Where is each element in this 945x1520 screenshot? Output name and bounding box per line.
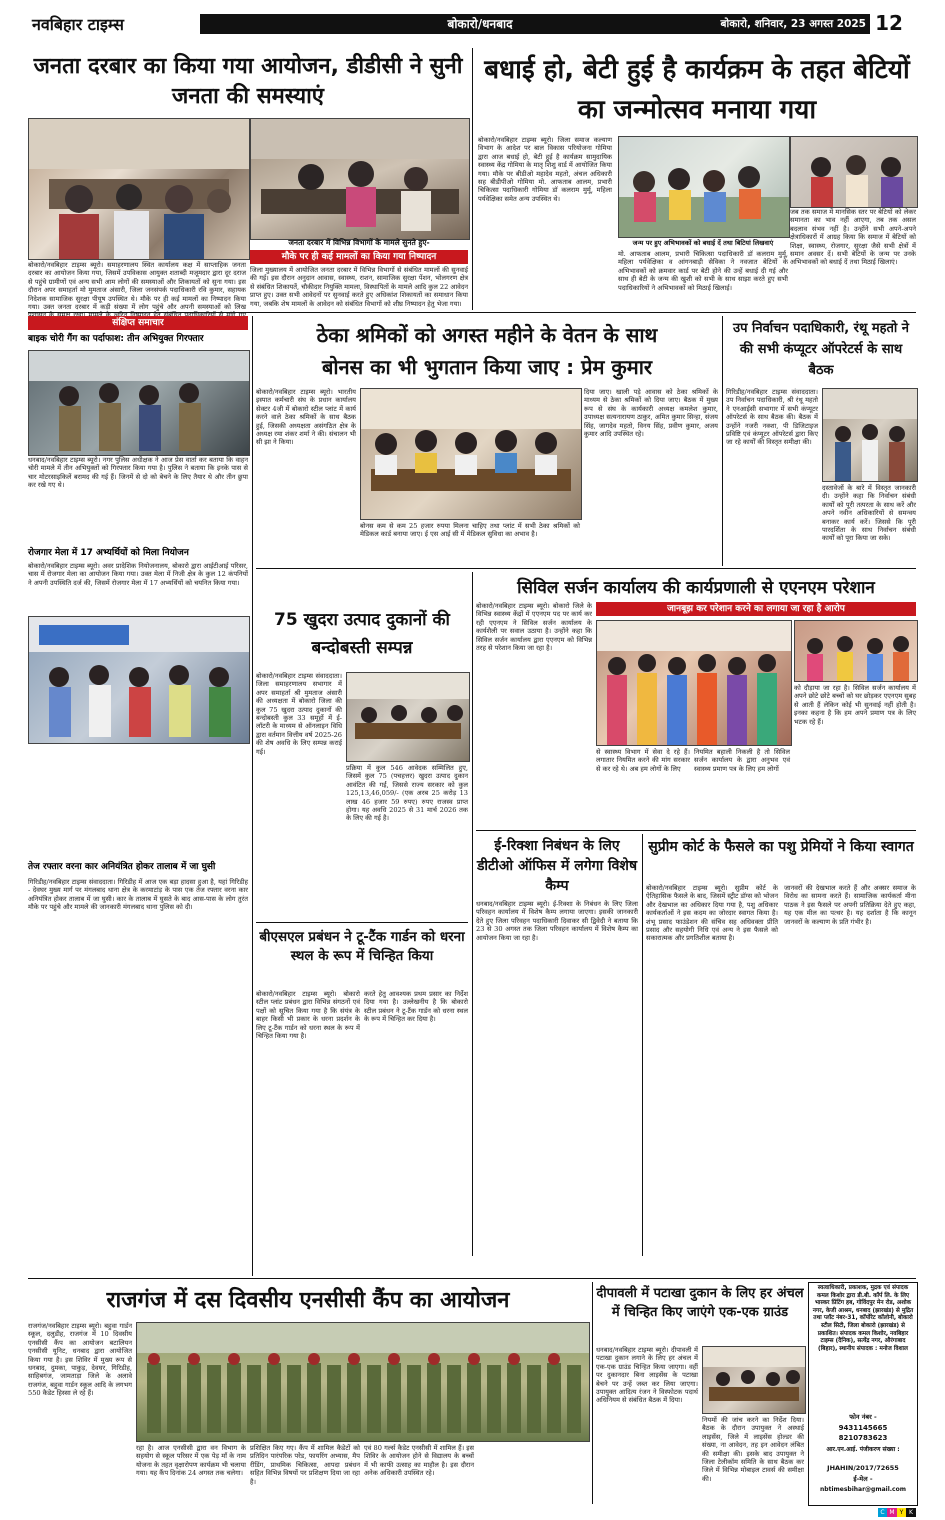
brief2-headline: रोजगार मेला में 17 अभ्यर्थियों को मिला नियोजन: [28, 548, 189, 558]
brief3-body-cont: [28, 992, 248, 1292]
story4-body-col1: गिरिडीह/नवबिहार टाइम्स संवाददाता। उप निर्वाचन पदाधिकारी, श्री रंथू महतो ने एनआईसी सभागार में सभी कंप्यूटर ऑपरेटर्स के साथ बैठक की। बैठक में उन्होंने नजरी नक्शा, पी डिजिटाइज प्रविष्टि एवं कंप्यूटर ऑपरेटर्स द्वारा किए जा रहे कार्यों की विस्तृत समीक्षा की।: [726, 388, 818, 447]
operators-photo-icon: [823, 389, 917, 481]
section-divider: [256, 568, 916, 569]
brief2-photo: [28, 616, 250, 744]
brief1-photo: [28, 350, 250, 456]
story1-headline: जनता दरबार का किया गया आयोजन, डीडीसी ने सुनी जनता की समस्याएं: [33, 54, 463, 109]
story3-headline-line1: ठेका श्रमिकों को अगस्त महीने के वेतन के साथ: [316, 323, 658, 347]
story3-photo: [360, 388, 582, 520]
story2-photo: [618, 136, 790, 238]
story9-body-col2: जानवरों की देखभाल करते हैं और अक्सर समाज के विरोध का सामना करते हैं। सामाजिक कार्यकर्ता मीना पाठक ने इस फैसले पर अपनी प्रतिक्रिया देते हुए कहा, यह एक मील का पत्थर है। यह दर्शाता है कि कानून जानवरों के कल्याण के प्रति गंभीर है।: [784, 884, 916, 926]
brief3-headline: तेज रफ्तार वरना कार अनियंत्रित होकर तालाब में जा घुसी: [28, 862, 216, 872]
imprint-phone-label: फोन नंबर -: [849, 1413, 877, 1421]
brief2-body: बोकारो/नवबिहार टाइम्स ब्यूरो। अवर प्रादेशिक नियोजनालय, बोकारो द्वारा आईटीआई परिसर, चास में रोजगार मेला का आयोजन किया गया। उक्त मेला में निजी क्षेत्र के कुल 12 कंपनियों ने अपनी उपस्थिति दर्ज की, जिसमें रोजगार मेला में 17 अभ्यर्थियों को चयनित किया गया।: [28, 562, 248, 587]
story2-photo-2: [790, 136, 918, 208]
briefs-label: संक्षिप्त समाचार: [28, 316, 248, 330]
story10-photo: [136, 1322, 590, 1442]
ncc-cadets-photo-icon: [137, 1323, 589, 1441]
page-number: 12: [875, 11, 903, 35]
story4-body-col2: दस्तावेजों के बारे में विस्तृत जानकारी दी। उन्होंने कहा कि निर्वाचन संबंधी कार्यों को पूरी तत्परता के साथ करें और अपने नवीन अधिकारियों से समन्वय बनाकर कार्य करें। जिससे कि पूरी पारदर्शिता के साथ निर्वाचन संबंधी कार्यों को पूरा किया जा सके।: [822, 484, 916, 543]
story11-headline: दीपावली में पटाखा दुकान के लिए हर अंचल में चिन्हित किए जाएंगे एक-एक ग्राउंड: [596, 1286, 804, 1320]
meeting-photo-icon: [29, 119, 249, 259]
color-strip-magenta: M: [887, 1508, 897, 1517]
story1-body-right: जिला मुख्यालय में आयोजित जनता दरबार में विभिन्न विभागों से संबंधित मामलों की सुनवाई की गई। इस दौरान अनुदान आवास, स्वास्थ्य, राशन, सामाजिक सुरक्षा पेंशन, भोलगरण क्षेत्र से संबंधित शिकायतें, चौकीदार नियुक्ति मामला, विस्थापितों के मामले आदि कुल 22 आवेदन प्राप्त हुए। उक्त सभी आवेदनों पर सुनवाई करते हुए अधिकांश शिकायतों का समाधान किया गया, जबकि शेष मामलों के आवेदन को संबंधित विभागों को शीघ्र निष्पादन हेतु भेजा गया।: [250, 266, 468, 308]
story7-body: धनबाद/नवबिहार टाइम्स ब्यूरो। ई-रिक्शा के निबंधन के लिए जिला परिवहन कार्यालय में विशेष कैम्प लगाया जाएगा। इसकी जानकारी देते हुए जिला परिवहन पदाधिकारी दिवाकर सी द्विवेदी ने बताया कि 23 से 30 अगस्त तक जिला परिवहन कार्यालय में विशेष कैम्प का आयोजन किया जा रहा है।: [476, 900, 638, 942]
story-theka-shramik: [256, 316, 718, 566]
officials-photo-icon: [251, 119, 469, 239]
police-photo-icon: [29, 351, 249, 455]
lottery-meeting-photo-icon: [347, 673, 469, 761]
story8-body-col1: बोकारो/नवबिहार टाइम्स ब्यूरो। बोकारो स्टील प्लांट प्रबंधन द्वारा विभिन्न संगठनों एवं पक्षों को सूचित किया गया है कि संयंत्र के बाहर किसी भी प्रकार के धरना प्रदर्शन के लिए टू-टैंक गार्डन को धरना स्थल के रूप में चिन्हित किया गया है।: [256, 990, 360, 1041]
column-divider: [642, 834, 643, 1256]
story6-headline: सिविल सर्जन कार्यालय की कार्यप्रणाली से एएनएम परेशान: [517, 578, 875, 598]
imprint-reg-label: आर.एन.आई. पंजीकरण संख्या :: [826, 1446, 900, 1453]
column-divider: [472, 572, 473, 1256]
color-strip-yellow: Y: [897, 1508, 906, 1517]
meeting-group-photo-icon: [361, 389, 581, 519]
group-photo-icon: [791, 137, 917, 207]
story5-body-col2: प्रक्रिया में कुल 546 आवेदक सम्मिलित हुए, जिसमें कुल 75 (पचहत्तर) खुदरा उत्पाद दुकान आवंटित की गईं, जिससे राज्य सरकार को कुल 125,13,46,059/- (एक अरब 25 करोड़ 13 लाख 46 हजार 59 रुपए) रुपए राजस्व प्राप्त होगा। यह अवधि 2025 से 31 मार्च 2026 तक के लिए की गई है।: [346, 764, 468, 823]
story9-body-col1: बोकारो/नवबिहार टाइम्स ब्यूरो। सुप्रीम कोर्ट के ऐतिहासिक फैसले के बाद, जिसमें स्ट्रीट डॉग्स को भोजन और देखभाल का अधिकार दिया गया है, पशु अधिकार कार्यकर्ताओं ने इस कदम का जोरदार स्वागत किया है। शंभू प्रसाद फाउंडेशन की संचिव सह अधिवक्ता प्रीति प्रसाद और सहयोगी निधि एवं अन्य ने इस फैसले को सकारात्मक और प्रगतिशील बताया है।: [646, 884, 778, 943]
story10-body-col1: राजगंज/नवबिहार टाइम्स ब्यूरो। बहुवा गार्डन स्कूल, दलुडीह, राजगंज में 10 दिवसीय एनसीसी कैंप का आयोजन बटालियन एनसीसी यूनिट, धनबाद द्वारा आयोजित किया गया है। इस शिविर में मुख्य रूप से धनबाद, दुमका, पाकुड़, देवघर, गिरिडीह, साहिबगंज, जामताड़ा जिले के अलावे राजगंज, बहुवा गार्डन स्कूल आदि के लगभग 550 कैडेट हिस्सा ले रहे हैं।: [28, 1322, 132, 1398]
column-divider: [592, 1282, 593, 1504]
column-divider: [472, 48, 473, 310]
story10-body-col2: रहा है। आज एनसीसी द्वारा वन विभाग के सहयोग से स्कूल परिसर में एक पेड़ माँ के नाम योजना के तहत वृक्षारोपण कार्यक्रम भी चलाया गया। यह कैंप दिनांक 24 अगस्त तक चलेगा।: [136, 1444, 246, 1478]
imprint-box: [808, 1282, 918, 1506]
story1-photo-right: [250, 118, 470, 240]
story-bsl-dharna: [256, 926, 468, 1256]
story11-body-col2: नियमों की जांच करने का निर्देश दिया। बैठक के दौरान उपायुक्त ने अस्थाई लाइसेंस, जिले में लाइसेंस होल्डर की संख्या, ना आवेदन, तह इन आवेदन लंबित की समीक्षा की। इसके बाद उपायुक्त ने जिला टेलीकॉम समिति के साथ बैठक कर जिले में विभिन्न मोबाइल टावर्स की समीक्षा की।: [702, 1416, 804, 1483]
story-computer-operators: [726, 316, 916, 566]
story2-body-col3: जब तक समाज में मानसिक स्तर पर बेटियों को लेकर समानता का भाव नहीं आएगा, तब तक असल बदलाव संभव नहीं है। उन्होंने सभी अपने-अपने क्षेत्राधिकारों में आग्रह किया कि समाज में बेटियों को शिक्षा, स्वास्थ्य, रोजगार, सुरक्षा जैसे सभी क्षेत्रों में समान अवसर दें। सभी बेटियों के जन्म पर उनके अभिभावकों को बधाई दें तथा मिठाई खिलाएं।: [790, 208, 916, 267]
story1-photo-caption: जनता दरबार में विभिन्न विभागों के मामले सुनते हुए-: [288, 238, 430, 247]
brief1-headline: बाइक चोरी गैंग का पर्दाफाश: तीन अभियुक्त गिरफ्तार: [28, 334, 204, 344]
story11-photo: [702, 1346, 806, 1414]
story-supreme-court: [646, 834, 916, 1256]
story9-headline: सुप्रीम कोर्ट के फैसले का पशु प्रेमियों ने किया स्वागत: [648, 839, 914, 855]
story3-body-col3: दिया जाए। खाली पड़े आवास को ठेका श्रमिकों के माध्यम से ठेका श्रमिकों को दिया जाए। बैठक में मुख्य रूप से संघ के कार्यकारी अध्यक्ष कमलेश कुमार, उपाध्यक्ष सत्यनारायण ठाकुर, अमित कुमार सिन्हा, संजय सिंह, जागदेव महतो, विनय सिंह, प्रवीण कुमार, अजय कुमार आदि उपस्थित रहे।: [584, 388, 718, 439]
imprint-text: स्वत्वाधिकारी, प्रकाशक, मुद्रक एवं संपादक कमल किशोर द्वारा डी.बी. कॉर्प लि. के लिए भास्कर प्रिंटिंग हब, गोविंदपुर मेन रोड, अशोक नगर, केजी आश्रम, धनबाद (झारखंड) से मुद्रित तथा प्लॉट नंबर-31, कॉर्पोरेट कॉलोनी, बोकारो स्टील सिटी, जिला बोकारो (झारखंड) से प्रकाशित। संपादक कमल किशोर, नवबिहार टाइम्स (दैनिक), सत्येंद्र नगर, औरंगाबाद (बिहार), स्थानीय संपादक : मनोज विशाल: [812, 1285, 914, 1352]
imprint-phones: 9431145665 8210783623: [838, 1424, 888, 1442]
review-meeting-photo-icon: [703, 1347, 805, 1413]
story10-headline: राजगंज में दस दिवसीय एनसीसी कैंप का आयोजन: [106, 1288, 510, 1313]
story-ncc-camp: [28, 1282, 588, 1504]
masthead: [0, 0, 945, 44]
story-e-rickshaw: [476, 834, 638, 1256]
paper-name: नवबिहार टाइम्स: [32, 15, 124, 34]
story6-photo: [596, 620, 792, 746]
story2-body-col1: बोकारो/नवबिहार टाइम्स ब्यूरो। जिला समाज कल्याण विभाग के आदेश पर बाल विकास परियोजना गोमिया द्वारा आज बधाई हो, बेटी हुई है कार्यक्रम सामुदायिक स्वास्थ्य केंद्र गोमिया के मातृ शिशु वार्ड में आयोजित किया गया। मौके पर बीडीओ महादेव महतो, अंचल अधिकारी सह बीडीपीओ गोमिया मो. आफताब आलम, प्रभारी चिकित्सा पदाधिकारी गोमिया डॉ कलराम मुर्मू, महिला पर्यवेक्षिका समेत अन्य उपस्थित थे।: [478, 136, 612, 203]
story8-headline: बीएसएल प्रबंधन ने टू-टैंक गार्डन को धरना स्थल के रूप में चिन्हित किया: [259, 929, 465, 964]
anm-crowd-photo-icon: [795, 621, 917, 681]
color-strip-black: K: [906, 1508, 916, 1517]
story-patakha-ground: [596, 1282, 804, 1504]
story10-body-col3: प्रशिक्षित किए गए। कैंप में शामिल कैडेटों को प्रतिदिन पारंपरिक परेड, फायरिंग अभ्यास, मैप रीडिंग, प्राथमिक चिकित्सा, आपदा प्रबंधन सहित विभिन्न विषयों पर प्रशिक्षण दिया जा रहा है।: [250, 1444, 360, 1486]
story-beti-janmotsav: [478, 48, 916, 310]
column-divider: [252, 316, 253, 1276]
imprint-reg-number: JHAHIN/2017/72655: [827, 1464, 899, 1472]
job-fair-photo-icon: [29, 617, 249, 743]
story4-photo: [822, 388, 918, 482]
story-janta-darbar: [28, 48, 468, 312]
story2-headline: बधाई हो, बेटी हुई है कार्यक्रम के तहत बेटियों का जन्मोत्सव मनाया गया: [484, 55, 910, 125]
section-label: बोकारो/धनबाद: [430, 14, 530, 34]
story10-body-col4: एवं 80 गर्ल्स कैडेट एनसीसी में शामिल हैं। इस शिविर के आयोजन होने से विद्यालय के बच्चों में भी काफी उत्साह का माहौल है। इस दौरान अनेक अधिकारी उपस्थित रहे।: [364, 1444, 474, 1478]
color-strip: [878, 1508, 916, 1517]
story2-photo-caption: जन्म पर हुए अभिभावकों को बधाई दें तथा बिटियां लिखवाएं: [632, 239, 774, 247]
story3-body-col2: बोनस कम से कम 25 हजार रुपया मिलना चाहिए तथा प्लांट में सभी ठेका श्रमिकों को मेडिकल कार्ड बनाया जाए। ई एस आई सी में मेडिकल सुविधा का अभाव है।: [360, 522, 580, 539]
story6-body-col1: बोकारो/नवबिहार टाइम्स ब्यूरो। बोकारो जिले के विभिन्न स्वास्थ्य केंद्रों में एएनएम पद पर कार्य कर रही एएनएम ने सिविल सर्जन कार्यालय के कार्यशैली पर सवाल उठाया है। उन्होंने कहा कि सिविल सर्जन कार्यालय द्वारा एएनएम को विभिन्न तरह से परेशान किया जा रहा है।: [476, 602, 592, 653]
story3-body-col1: बोकारो/नवबिहार टाइम्स ब्यूरो। भारतीय इस्पात कर्मचारी संघ के प्रधान कार्यालय सेक्टर 4जी में बोकारो स्टील प्लांट में कार्य करने वाले ठेका श्रमिकों के साथ बैठक हुई, जिसकी अध्यक्षता असंगठित क्षेत्र के अध्यक्ष रमा शंकर शर्मा ने की। संचालन भी सी झा ने किया।: [256, 388, 356, 447]
brief1-body: धनबाद/नवबिहार टाइम्स ब्यूरो। नगर पुलिस अधीक्षक ने आज प्रेस वार्ता कर बताया कि वाहन चोरी मामले में तीन अभियुक्तों को गिरफ्तार किया गया है। पुलिस ने बताया कि इनके पास से चार मोटरसाइकिलें बरामद की गई हैं। जिनमें से दो को बेचने के लिए तैयार थे और तीन छुपा कर रखे गए थे।: [28, 456, 248, 490]
story8-body-col2: करते हेतु आवश्यक प्रथम प्रसार का निर्देश दिया गया है। उल्लेखनीय है कि बोकारो स्टील प्रबंधन ने टू-टैंक गार्डन को धरना स्थल के रूप में चिन्हित कर दिया है।: [364, 990, 468, 1024]
imprint-email-label: ई-मेल -: [853, 1475, 873, 1483]
story6-body-col2: से स्वास्थ्य विभाग में सेवा दे रहे हैं। लगातार नियमित करने की मांग सरकार से कर रहे थे। अब हम लोगों के लिए: [596, 748, 690, 773]
story1-photo-left: [28, 118, 250, 260]
anm-protest-photo-icon: [597, 621, 791, 745]
story7-headline: ई-रिक्शा निबंधन के लिए डीटीओ ऑफिस में लगेगा विशेष कैम्प: [476, 838, 638, 894]
story11-body-col1: धनबाद/नवबिहार टाइम्स ब्यूरो। दीपावली में पटाखा दुकान लगाने के लिए हर अंचल में एक-एक ग्राउंड चिन्हित किया जाएगा। वहीं पर दुकानदार बिना लाइसेंस के पटाखा बेचने पर उन्हें जब्त कर लिया जाएगा। उपायुक्त आदित्य रंजन ने विस्फोटक पदार्थ अधिनियम से संबंधित बैठक में दिया।: [596, 1346, 698, 1405]
story6-red-strip: जानबूझ कर परेशान करने का लगाया जा रहा है आरोप: [596, 602, 916, 616]
column-divider: [722, 316, 723, 566]
story1-body-left: बोकारो/नवबिहार टाइम्स ब्यूरो। समाहरणालय स्थित कार्यालय कक्ष में साप्ताहिक जनता दरबार का आयोजन किया गया, जिसमें उपविकास आयुक्त शताब्दी मजूमदार द्वारा दूर दराज से पहुंचे ग्रामीणों एवं अन्य सभी आम लोगों की समस्याओं और शिकायतों को सुना गया। इस दौरान अपर समाहर्ता मो मुमताज अंसारी, जिला जनसंपर्क पदाधिकारी रवि कुमार, सहायक निदेशक सामाजिक सुरक्षा पीयूष उपस्थित थे। मौके पर ही कई मामलों का निष्पादन किया गया। उक्त जनता दरबार में कड़ी संख्या में लोग पहुंचे और अपनी समस्याओं को लिख: [28, 261, 246, 312]
imprint-email: nbtimesbihar@gmail.com: [820, 1486, 906, 1493]
story6-body-col3: नियमित बहाली निकली है तो सिविल सर्जन कार्यालय के द्वारा अनुभव एवं स्वास्थ्य प्रमाण पत्र के लिए हम लोगों: [694, 748, 790, 773]
section-divider: [28, 1278, 916, 1279]
color-strip-cyan: C: [878, 1508, 887, 1517]
story5-headline: 75 खुदरा उत्पाद दुकानों की बन्दोबस्ती सम्पन्न: [274, 610, 450, 658]
sidebar-briefs: [28, 316, 248, 1276]
story5-body-col1: बोकारो/नवबिहार टाइम्स संवाददाता। जिला समाहरणालय सभागार में अपर समाहर्ता श्री मुमताज अंसारी की अध्यक्षता में बोकारो जिला की कुल 75 खुदरा उत्पाद दुकानों की बन्दोबस्ती कुल 33 समूहों में ई-लॉटरी के माध्यम से ऑनलाइन विधि द्वारा वर्तमान वित्तीय वर्ष 2025-26 की शेष अवधि के लिए सम्पन्न कराई गई।: [256, 672, 342, 756]
story1-red-strip: मौके पर ही कई मामलों का किया गया निष्पादन: [250, 250, 468, 264]
story-anm-pareshan: [476, 572, 916, 828]
brief3-body: गिरिडीह/नवबिहार टाइम्स संवाददाता। गिरिडीह में आज एक बड़ा हादसा हुआ है, यहां गिरिडीह - देवघर मुख्य मार्ग पर मंगलबाद थाना क्षेत्र के करमाटांड़ के पास एक तेज रफ्तार वरना कार अनियंत्रित होकर तालाब में जा घुसी। कार के तालाब में घुसते के बाद आस-पास के लोग तुरंत मौके पर पहुंचे और मामले की जानकारी मंगलबाद थाना पुलिस को दी।: [28, 878, 248, 912]
story3-headline-line2: बोनस का भी भुगतान किया जाए : प्रेम कुमार: [321, 355, 653, 379]
section-divider: [256, 922, 468, 923]
story4-headline: उप निर्वाचन पदाधिकारी, रंथू महतो ने की सभी कंप्यूटर ऑपरेटर्स के साथ बैठक: [732, 321, 910, 378]
story2-body-col2: मो. आफताब आलम, प्रभारी चिकित्सा पदाधिकारी डॉ कलराम मुर्मू, महिला पर्यवेक्षिका व आंगनबाड़ी सेविका ने नवजात बेटियों के अभिभावकों को क्रमवार कार्ड पर बेटी होने की उन्हें बधाई दी गई और साथ ही बेटी के जन्म की खुशी को सभी के साथ साझा करते हुए सभी पदाधिकारियों ने अभिभावकों को मिठाई खिलाई।: [618, 250, 788, 292]
section-divider: [28, 312, 916, 313]
section-divider: [476, 830, 916, 831]
story-khudra-dukan: [256, 572, 468, 920]
ceremony-photo-icon: [619, 137, 789, 237]
story5-photo: [346, 672, 470, 762]
dateline: बोकारो, शनिवार, 23 अगस्त 2025: [720, 18, 866, 30]
story6-body-col4: को दौड़ाया जा रहा है। सिविल सर्जन कार्यालय में अपने छोटे छोटे बच्चों को घर छोड़कर एएनएम सुबह से आती हैं लेकिन कोई भी सुनवाई नहीं होती है। इनका कहना है कि हम अपने प्रमाण पत्र के लिए भटक रहे हैं।: [794, 684, 916, 726]
story6-photo-2: [794, 620, 918, 682]
